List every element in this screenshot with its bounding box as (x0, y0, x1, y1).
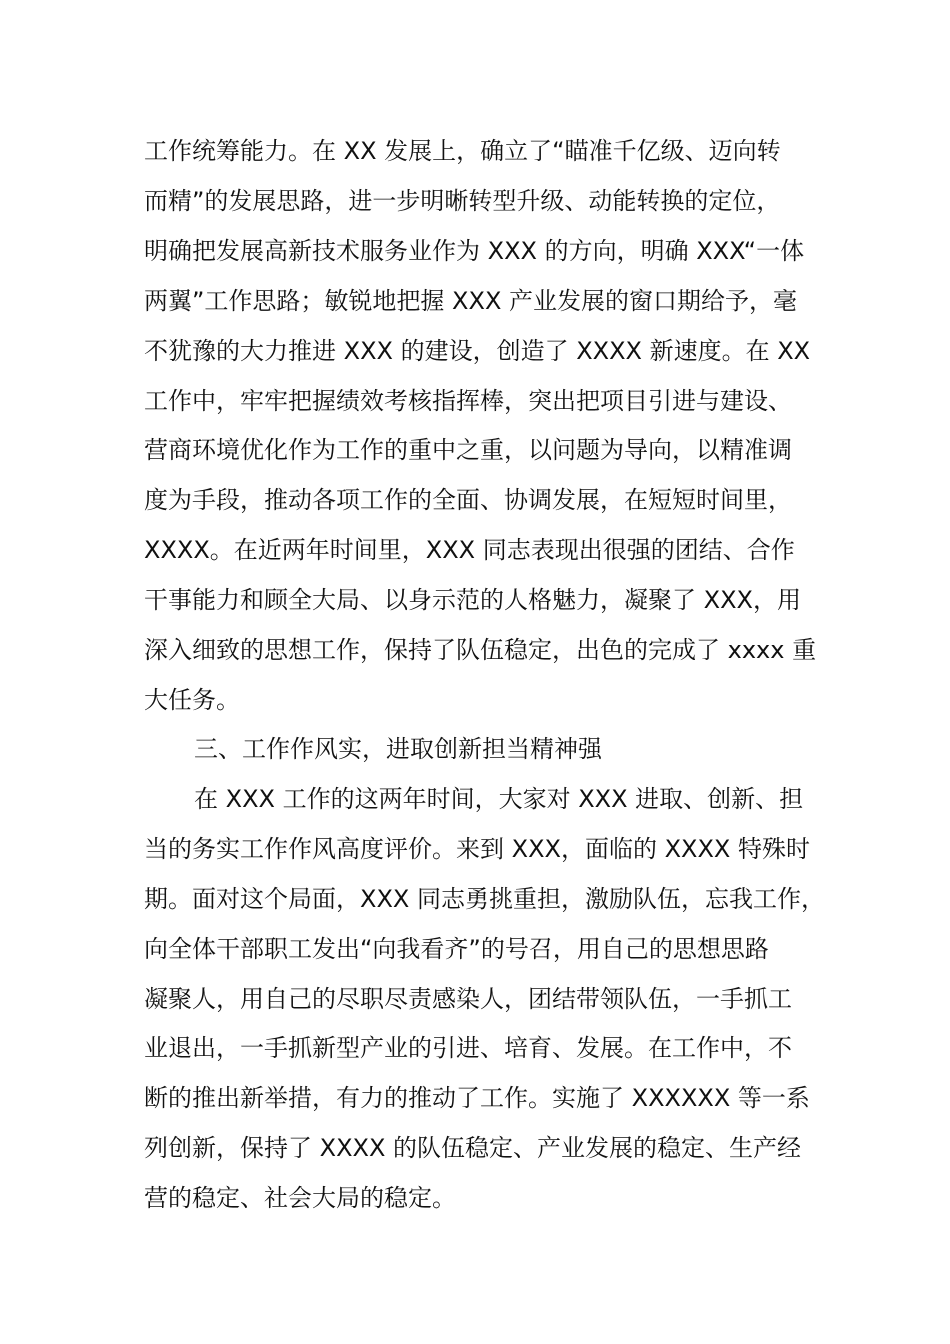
text-line-21: 列创新，保持了 XXXX 的队伍稳定、产业发展的稳定、生产经 (144, 1134, 802, 1162)
text-line-15: 当的务实工作作风高度评价。来到 XXX，面临的 XXXX 特殊时 (144, 835, 810, 863)
text-line-14: 在 XXX 工作的这两年时间，大家对 XXX 进取、创新、担 (194, 785, 804, 813)
text-line-3: 明确把发展高新技术服务业作为 XXX 的方向，明确 XXX“一体 (144, 237, 805, 265)
text-line-20: 断的推出新举措，有力的推动了工作。实施了 XXXXXX 等一系 (144, 1084, 810, 1112)
text-line-1: 工作统筹能力。在 XX 发展上，确立了“瞄准千亿级、迈向转 (144, 137, 781, 165)
text-line-6: 工作中，牢牢把握绩效考核指挥棒，突出把项目引进与建设、 (144, 387, 792, 415)
text-line-5: 不犹豫的大力推进 XXX 的建设，创造了 XXXX 新速度。在 XX (144, 337, 811, 365)
text-line-17: 向全体干部职工发出“向我看齐”的号召，用自己的思想思路 (144, 935, 769, 963)
text-line-7: 营商环境优化作为工作的重中之重，以问题为导向，以精准调 (144, 436, 792, 464)
text-line-18: 凝聚人，用自己的尽职尽责感染人，团结带领队伍，一手抓工 (144, 985, 792, 1013)
text-line-4: 两翼”工作思路；敏锐地把握 XXX 产业发展的窗口期给予，毫 (144, 287, 798, 315)
text-line-2: 而精”的发展思路，进一步明晰转型升级、动能转换的定位， (144, 187, 781, 215)
text-line-16: 期。面对这个局面，XXX 同志勇挑重担，激励队伍，忘我工作， (144, 885, 825, 913)
text-line-19: 业退出，一手抓新型产业的引进、培育、发展。在工作中，不 (144, 1034, 792, 1062)
text-line-11: 深入细致的思想工作，保持了队伍稳定，出色的完成了 xxxx 重 (144, 636, 817, 664)
text-line-22: 营的稳定、社会大局的稳定。 (144, 1184, 456, 1212)
text-line-12: 大任务。 (144, 686, 240, 714)
text-line-10: 干事能力和顾全大局、以身示范的人格魅力，凝聚了 XXX，用 (144, 586, 801, 614)
section-heading: 三、工作作风实，进取创新担当精神强 (194, 735, 602, 763)
text-line-9: XXXX。在近两年时间里，XXX 同志表现出很强的团结、合作 (144, 536, 795, 564)
text-line-8: 度为手段，推动各项工作的全面、协调发展，在短短时间里， (144, 486, 792, 514)
